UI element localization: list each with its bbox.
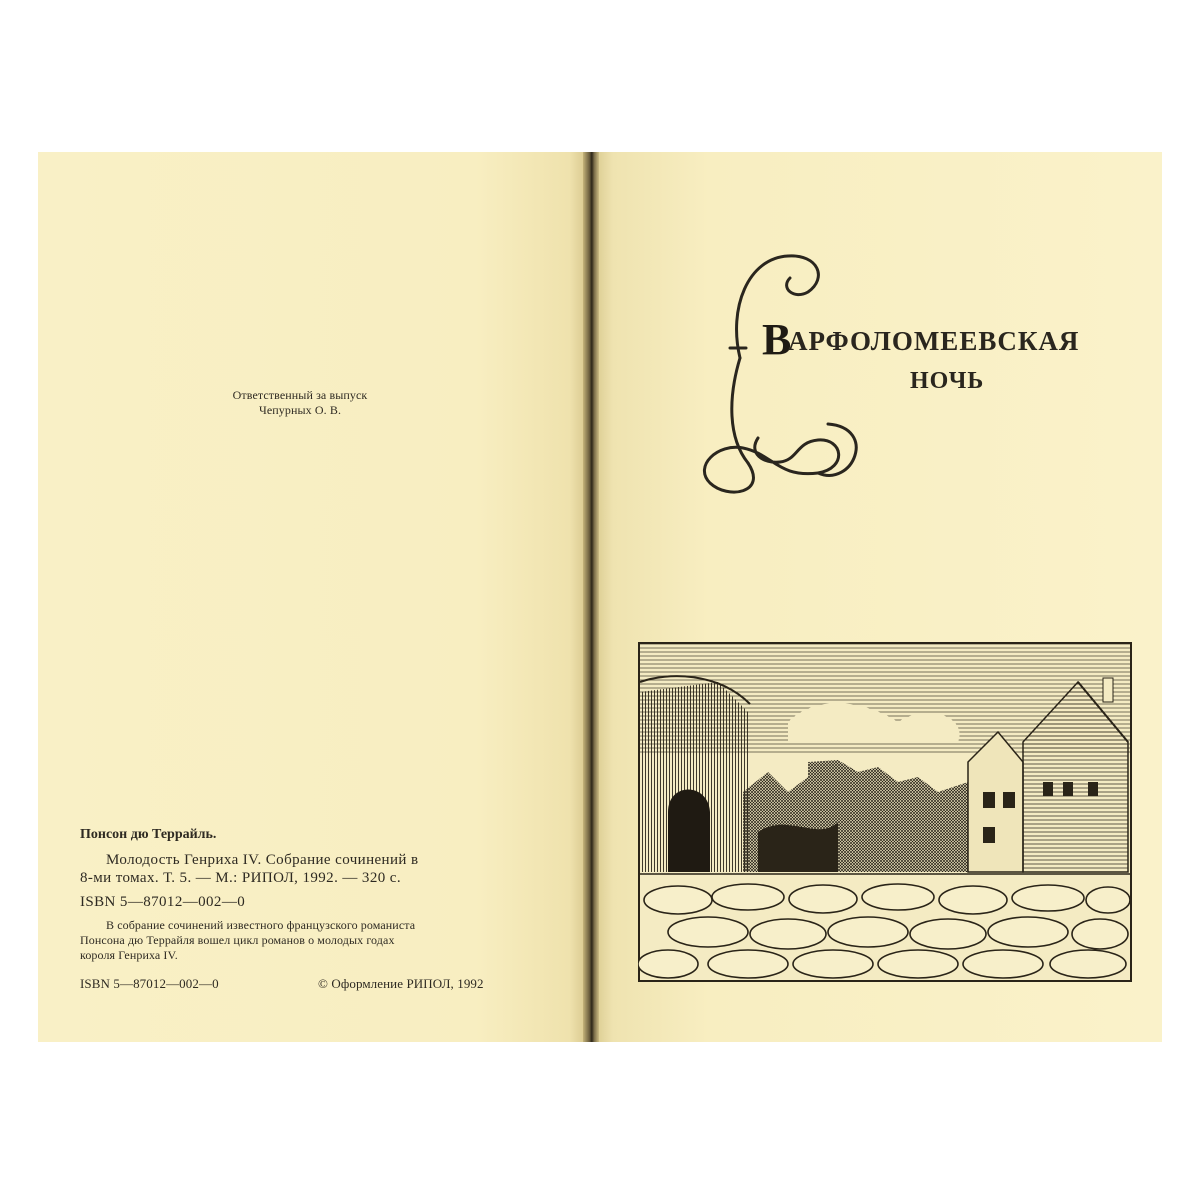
isbn-top: ISBN 5—87012—002—0 bbox=[80, 894, 246, 910]
responsible-name: Чепурных О. В. bbox=[258, 403, 342, 417]
responsible-label: Ответственный за выпуск bbox=[232, 388, 368, 402]
annotation-line-1: В собрание сочинений известного французского романиста bbox=[106, 918, 416, 932]
title-block bbox=[668, 248, 1108, 508]
book-gutter bbox=[583, 152, 599, 1042]
biblio-line-1: Молодость Генриха IV. Собрание сочинений в bbox=[106, 852, 419, 868]
isbn-bottom: ISBN 5—87012—002—0 bbox=[80, 976, 219, 991]
title-initial: В bbox=[762, 315, 792, 364]
responsible-block bbox=[190, 388, 410, 418]
biblio-line-2: 8-ми томах. Т. 5. — М.: РИПОЛ, 1992. — 320 с. bbox=[80, 870, 401, 886]
annotation-line-2: Понсона дю Террайля вошел цикл романов о молодых годах bbox=[80, 933, 395, 947]
engraving-illustration bbox=[638, 642, 1132, 982]
author-name: Понсон дю Террайль. bbox=[80, 827, 217, 842]
title-word-1: АРФОЛОМЕЕВСКАЯ bbox=[788, 326, 1080, 356]
title-word-2: НОЧЬ bbox=[910, 368, 985, 394]
copyright-notice: © Оформление РИПОЛ, 1992 bbox=[318, 976, 484, 991]
ornamental-flourish-icon bbox=[668, 248, 1108, 508]
annotation-line-3: короля Генриха IV. bbox=[80, 948, 178, 962]
